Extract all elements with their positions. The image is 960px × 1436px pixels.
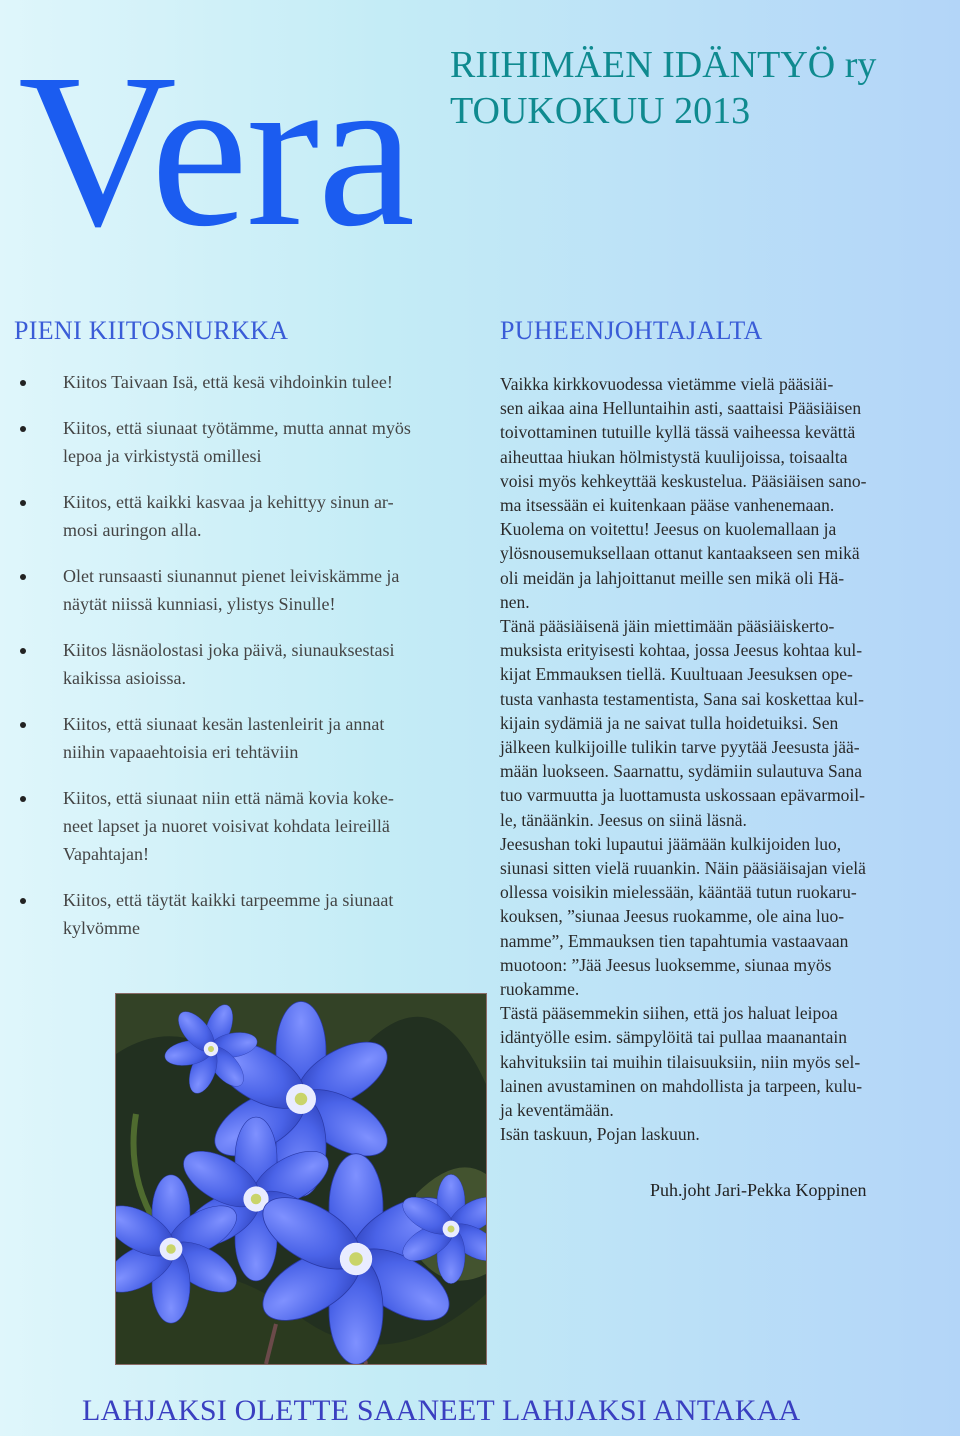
list-item: Olet runsaasti siunannut pienet leiviskämme ja näytät niissä kunniasi, ylistys Sinulle! [20, 562, 480, 618]
org-header [450, 42, 876, 134]
article-paragraph: Tänä pääsiäisenä jäin miettimään pääsiäiskerto- muksista erityisesti kohtaa, jossa Jeesus kohtaa kul- kijat Emmauksen tiellä. Kuultuaan Jeesuksen ope- tusta vanhasta testamentista, Sana sai koskettaa kul- kijain sydämiä ja ne saivat tulla hoidetuiksi. Sen jälkeen kulkijoille tulikin tarve pyytää Jeesusta jää- mään luokseen. Saarnattu, sydämiin sulautuva Sana tuo varmuutta ja luottamusta uskossaan epävarmoil- le, tänäänkin. Jeesus on siinä läsnä. [500, 616, 865, 830]
bullet-icon [20, 380, 26, 386]
bullet-icon [20, 574, 26, 580]
chairman-section-title: PUHEENJOHTAJALTA [500, 316, 763, 345]
article-paragraph: Vaikka kirkkovuodessa vietämme vielä pääsiäi- sen aikaa aina Helluntaihin asti, saattaisi Pääsiäisen toivottaminen tutuille kyllä tässä vaiheessa kevättä aiheuttaa hiukan hölmistystä kuulijoissa, toisaalta voisi myös kehkeyttää keskustelua. Pääsiäisen sano- ma itsessään ei kuitenkaan pääse vanhenemaan. Kuolema on voitettu! Jeesus on kuolemallaan ja ylösnousemuksellaan ottanut kantaakseen sen mikä oli meidän ja lahjoittanut meille sen mikä oli Hä- nen. [500, 374, 867, 612]
hepatica-flower-photo [115, 993, 487, 1365]
bullet-icon [20, 898, 26, 904]
list-item: Kiitos läsnäolostasi joka päivä, siunauksestasi kaikissa asioissa. [20, 636, 480, 692]
list-item: Kiitos, että siunaat kesän lastenleirit ja annat niihin vapaaehtoisia eri tehtäviin [20, 710, 480, 766]
article-paragraph: Tästä pääsemmekin siihen, että jos haluat leipoa idäntyölle esim. sämpylöitä tai pullaa maanantain kahvituksiin tai muihin tilaisuuksiin, niin myös sel- lainen avustaminen on mahdollista ja tarpeen, kulu- ja keventämään. Isän taskuun, Pojan laskuun. [500, 1003, 863, 1145]
newsletter-title: Vera [18, 28, 414, 272]
issue-date: TOUKOKUU 2013 [450, 90, 751, 132]
bullet-icon [20, 722, 26, 728]
footer-motto: LAHJAKSI OLETTE SAANEET LAHJAKSI ANTAKAA [82, 1394, 801, 1427]
flower-illustration [116, 994, 486, 1364]
thanks-corner-title: PIENI KIITOSNURKKA [14, 316, 289, 345]
thanks-list [20, 368, 480, 960]
list-item: Kiitos, että kaikki kasvaa ja kehittyy sinun ar- mosi auringon alla. [20, 488, 480, 544]
chairman-article [500, 372, 950, 1147]
bullet-icon [20, 426, 26, 432]
list-item: Kiitos, että täytät kaikki tarpeemme ja siunaat kylvömme [20, 886, 480, 942]
list-item: Kiitos Taivaan Isä, että kesä vihdoinkin tulee! [20, 368, 480, 396]
bullet-icon [20, 500, 26, 506]
bullet-icon [20, 796, 26, 802]
signature: Puh.joht Jari-Pekka Koppinen [650, 1180, 867, 1200]
list-item: Kiitos, että siunaat niin että nämä kovia koke- neet lapset ja nuoret voisivat kohdata leireillä Vapahtajan! [20, 784, 480, 868]
bullet-icon [20, 648, 26, 654]
org-name: RIIHIMÄEN IDÄNTYÖ ry [450, 44, 877, 86]
list-item: Kiitos, että siunaat työtämme, mutta annat myös lepoa ja virkistystä omillesi [20, 414, 480, 470]
article-paragraph: Jeesushan toki lupautui jäämään kulkijoiden luo, siunasi sitten vielä ruuankin. Näin pääsiäisajan vielä ollessa voisikin mielessään, kääntää tutun ruokaru- kouksen, ”siunaa Jeesus ruokamme, ole aina luo- namme”, Emmauksen tien tapahtumia vastaavaan muotoon: ”Jää Jeesus luoksemme, siunaa myös ruokamme. [500, 833, 866, 1000]
